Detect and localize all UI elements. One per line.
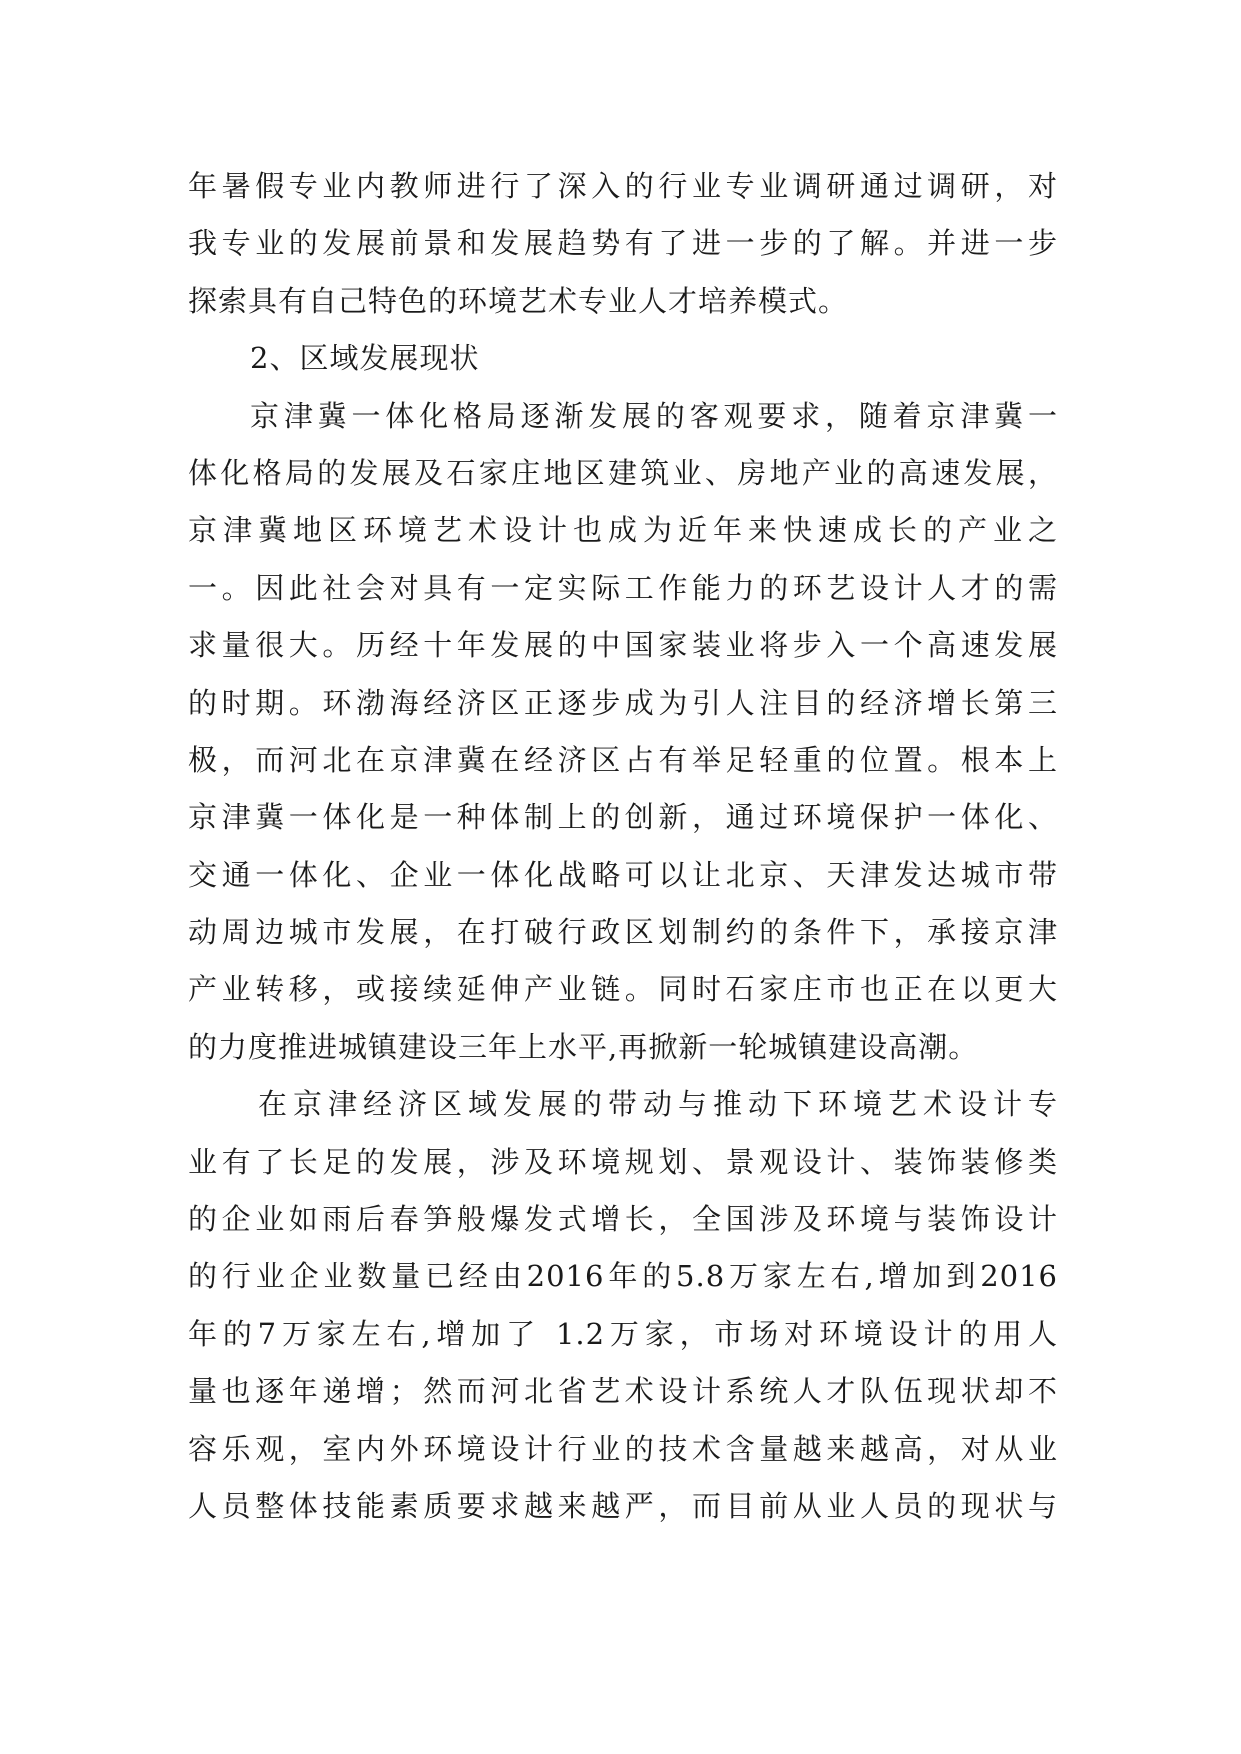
- text-line: 极，而河北在京津冀在经济区占有举足轻重的位置。根本上: [188, 742, 1058, 777]
- text-line: 求量很大。历经十年发展的中国家装业将步入一个高速发展: [188, 628, 1058, 663]
- text-line: 的力度推进城镇建设三年上水平,再掀新一轮城镇建设高潮。: [188, 1029, 979, 1064]
- text-line: 京津冀一体化格局逐渐发展的客观要求，随着京津冀一: [250, 398, 1058, 433]
- section-heading: 2、区域发展现状: [250, 341, 480, 376]
- text-line: 年的7万家左右,增加了 1.2万家，市场对环境设计的用人: [188, 1316, 1058, 1351]
- text-line: 探索具有自己特色的环境艺术专业人才培养模式。: [188, 283, 849, 318]
- text-line: 产业转移，或接续延伸产业链。同时石家庄市也正在以更大: [188, 972, 1058, 1007]
- text-line: 交通一体化、企业一体化战略可以让北京、天津发达城市带: [188, 857, 1058, 892]
- text-line: 人员整体技能素质要求越来越严，而目前从业人员的现状与: [188, 1488, 1058, 1523]
- text-line: 业有了长足的发展，涉及环境规划、景观设计、装饰装修类: [188, 1144, 1058, 1179]
- text-line: 年暑假专业内教师进行了深入的行业专业调研通过调研，对: [188, 169, 1058, 203]
- text-line: 在京津经济区域发展的带动与推动下环境艺术设计专: [258, 1087, 1058, 1122]
- text-line: 京津冀地区环境艺术设计也成为近年来快速成长的产业之: [188, 513, 1058, 548]
- body-text: [188, 158, 1058, 1535]
- text-line: 的行业企业数量已经由2016年的5.8万家左右,增加到2016: [188, 1259, 1058, 1294]
- text-line: 体化格局的发展及石家庄地区建筑业、房地产业的高速发展，: [188, 455, 1058, 490]
- text-line: 的企业如雨后春笋般爆发式增长，全国涉及环境与装饰设计: [188, 1202, 1058, 1237]
- text-line: 一。因此社会对具有一定实际工作能力的环艺设计人才的需: [188, 570, 1058, 605]
- text-line: 量也逐年递增；然而河北省艺术设计系统人才队伍现状却不: [188, 1374, 1058, 1409]
- text-line: 动周边城市发展，在打破行政区划制约的条件下，承接京津: [188, 915, 1058, 950]
- text-line: 容乐观，室内外环境设计行业的技术含量越来越高，对从业: [188, 1431, 1058, 1466]
- text-line: 京津冀一体化是一种体制上的创新，通过环境保护一体化、: [188, 800, 1058, 835]
- text-line: 的时期。环渤海经济区正逐步成为引人注目的经济增长第三: [188, 685, 1058, 720]
- text-line: 我专业的发展前景和发展趋势有了进一步的了解。并进一步: [188, 226, 1058, 261]
